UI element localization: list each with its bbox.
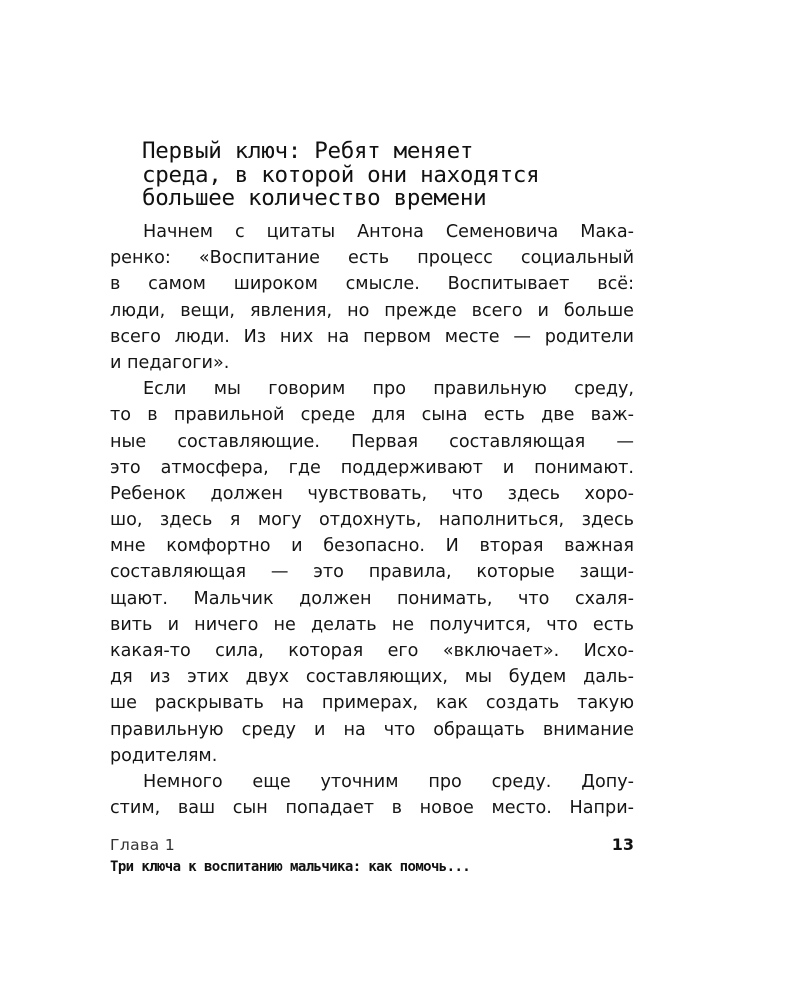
text-line: шо, здесь я могу отдохнуть, наполниться, здесь (110, 510, 634, 531)
text-line: правильную среду и на что обращать внимание (110, 719, 634, 740)
heading-line: среда, в которой они находятся (142, 161, 540, 188)
text-line: вить и ничего не делать не получится, что есть (110, 614, 634, 635)
text-line: составляющая — это правила, которые защи- (110, 562, 634, 583)
text-line: Немного еще уточним про среду. Допу- (143, 771, 634, 792)
text-line: ные составляющие. Первая составляющая — (110, 431, 634, 452)
paragraph-3 (110, 769, 634, 821)
text-line: Ребенок должен чувствовать, что здесь хоро- (110, 483, 634, 504)
text-line: всего люди. Из них на первом месте — родители (110, 326, 634, 347)
text-line: родителям. (110, 745, 218, 766)
text-line: то в правильной среде для сына есть две важ- (110, 405, 634, 426)
text-line: и педагоги». (110, 352, 230, 373)
text-line: дя из этих двух составляющих, мы будем даль- (110, 667, 634, 688)
running-footer-book-title: Три ключа к воспитанию мальчика: как помочь... (110, 859, 471, 875)
body-text (110, 219, 634, 821)
section-heading (142, 140, 642, 211)
text-line: мне комфортно и безопасно. И вторая важная (110, 536, 634, 557)
text-line: в самом широком смысле. Воспитывает всё: (110, 274, 634, 295)
paragraph-2 (110, 376, 634, 769)
text-line: это атмосфера, где поддерживают и понимают. (110, 457, 634, 478)
text-line: люди, вещи, явления, но прежде всего и больше (110, 300, 634, 321)
paragraph-1 (110, 219, 634, 376)
text-line: ренко: «Воспитание есть процесс социальный (110, 248, 634, 269)
text-line: ше раскрывать на примерах, как создать такую (110, 693, 634, 714)
text-line: Если мы говорим про правильную среду, (143, 379, 634, 400)
heading-line: Первый ключ: Ребят меняет (142, 138, 474, 164)
text-line: стим, ваш сын попадает в новое место. Напри- (110, 798, 634, 819)
page-number: 13 (611, 835, 634, 854)
text-line: Начнем с цитаты Антона Семеновича Мака- (143, 222, 634, 242)
text-line: какая-то сила, которая его «включает». Исхо- (110, 641, 634, 661)
heading-line: большее количество времени (142, 185, 487, 211)
running-footer-chapter: Глава 1 (110, 836, 176, 854)
text-line: щают. Мальчик должен понимать, что схаля- (110, 588, 634, 609)
